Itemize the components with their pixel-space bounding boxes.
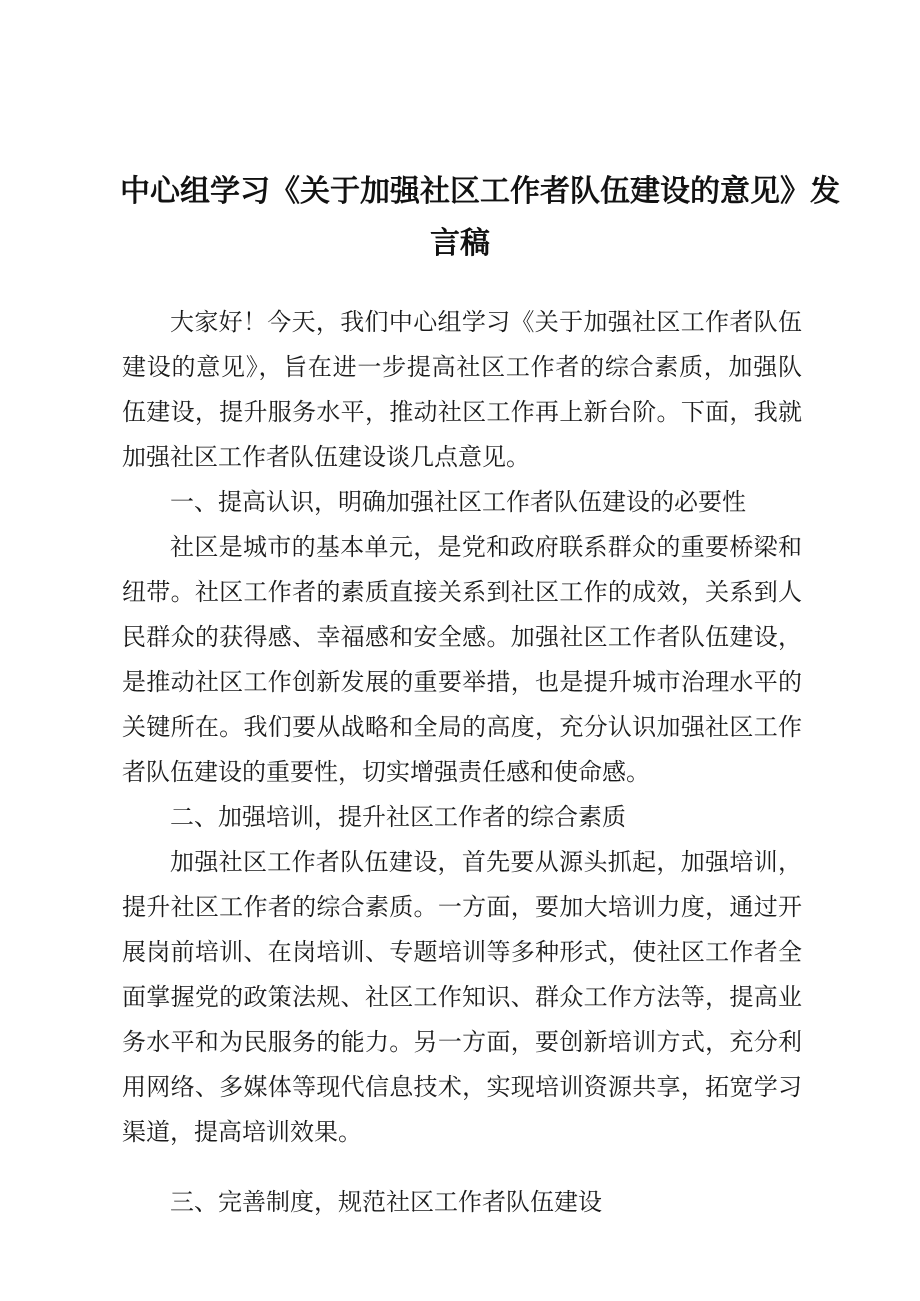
section-heading-2: 二、加强培训，提升社区工作者的综合素质 bbox=[170, 803, 626, 831]
paragraph-section-2: 加强社区工作者队伍建设，首先要从源头抓起，加强培训，提升社区工作者的综合素质。一方面，要加大培训力度，通过开展岗前培训、在岗培训、专题培训等多种形式，使社区工作者全面掌握党的政策法规、社区工作知识、群众工作方法等，提高业务水平和为民服务的能力。另一方面，要创新培训方式，充分利用网络、多媒体等现代信息技术，实现培训资源共享，拓宽学习渠道，提高培训效果。 bbox=[122, 848, 802, 1146]
section-heading-3: 三、完善制度，规范社区工作者队伍建设 bbox=[170, 1188, 602, 1216]
document-title bbox=[120, 166, 840, 270]
paragraph-greeting: 大家好！今天，我们中心组学习《关于加强社区工作者队伍建设的意见》，旨在进一步提高社区工作者的综合素质，加强队伍建设，提升服务水平，推动社区工作再上新台阶。下面，我就加强社区工作者队伍建设谈几点意见。 bbox=[122, 308, 802, 471]
paragraph-section-1: 社区是城市的基本单元，是党和政府联系群众的重要桥梁和纽带。社区工作者的素质直接关系到社区工作的成效，关系到人民群众的获得感、幸福感和安全感。加强社区工作者队伍建设，是推动社区工作创新发展的重要举措，也是提升城市治理水平的关键所在。我们要从战略和全局的高度，充分认识加强社区工作者队伍建设的重要性，切实增强责任感和使命感。 bbox=[122, 533, 802, 786]
title-line-1: 中心组学习《关于加强社区工作者队伍建设的意见》发 bbox=[120, 174, 840, 209]
section-heading-1: 一、提高认识，明确加强社区工作者队伍建设的必要性 bbox=[170, 488, 746, 516]
document-body bbox=[122, 300, 802, 1225]
title-line-2: 言稿 bbox=[430, 226, 490, 261]
